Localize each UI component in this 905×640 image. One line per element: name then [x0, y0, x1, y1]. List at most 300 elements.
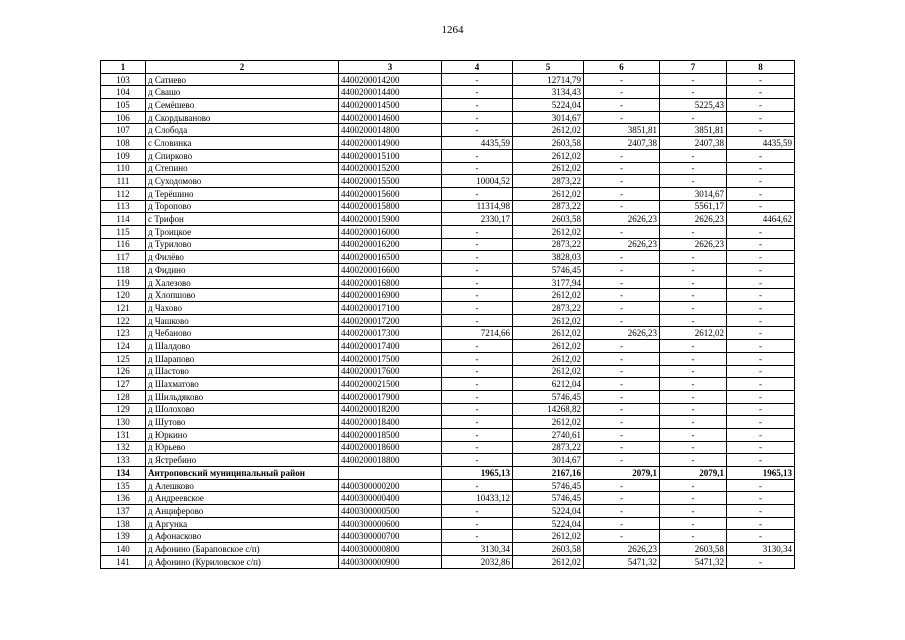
table-cell-col-4: -: [442, 251, 513, 264]
table-cell-col-3: 4400200014800: [339, 124, 442, 137]
table-cell-col-5: 2603,58: [513, 213, 584, 226]
table-cell-col-4: 3130,34: [442, 543, 513, 556]
table-cell-col-1: 118: [101, 264, 146, 277]
table-cell-col-5: 3014,67: [513, 454, 584, 467]
table-cell-col-8: -: [727, 403, 795, 416]
table-cell-col-3: 4400200015600: [339, 187, 442, 200]
table-cell-col-7: 3014,67: [660, 187, 727, 200]
table-cell-col-4: -: [442, 441, 513, 454]
table-cell-col-5: 5224,04: [513, 99, 584, 112]
column-header-1: 1: [101, 61, 146, 74]
table-cell-col-8: -: [727, 187, 795, 200]
table-cell-col-1: 124: [101, 340, 146, 353]
table-row: [101, 289, 795, 302]
table-cell-col-6: -: [584, 428, 660, 441]
table-cell-col-2: д Свашо: [146, 86, 339, 99]
table-cell-col-7: 5561,17: [660, 200, 727, 213]
table-cell-col-4: -: [442, 264, 513, 277]
table-cell-col-6: -: [584, 454, 660, 467]
table-cell-col-1: 111: [101, 175, 146, 188]
table-cell-col-3: 4400300000200: [339, 479, 442, 492]
table-cell-col-4: 1965,13: [442, 467, 513, 480]
table-cell-col-6: -: [584, 492, 660, 505]
table-cell-col-6: -: [584, 441, 660, 454]
table-cell-col-4: -: [442, 479, 513, 492]
table-cell-col-5: 2873,22: [513, 441, 584, 454]
table-cell-col-8: -: [727, 479, 795, 492]
table-cell-col-3: 4400200017600: [339, 365, 442, 378]
table-cell-col-7: -: [660, 416, 727, 429]
table-cell-col-7: -: [660, 492, 727, 505]
table-cell-col-8: -: [727, 505, 795, 518]
table-cell-col-7: 2612,02: [660, 327, 727, 340]
table-cell-col-6: -: [584, 276, 660, 289]
table-cell-col-5: 2612,02: [513, 530, 584, 543]
table-cell-col-3: 4400200016800: [339, 276, 442, 289]
table-cell-col-6: 2626,23: [584, 238, 660, 251]
table-cell-col-4: -: [442, 124, 513, 137]
table-cell-col-7: -: [660, 86, 727, 99]
table-cell-col-7: -: [660, 441, 727, 454]
table-cell-col-4: -: [442, 86, 513, 99]
table-cell-col-7: -: [660, 517, 727, 530]
table-cell-col-7: -: [660, 403, 727, 416]
table-cell-col-4: -: [442, 340, 513, 353]
table-cell-col-3: 4400300000700: [339, 530, 442, 543]
table-cell-col-3: [339, 467, 442, 480]
table-cell-col-7: -: [660, 352, 727, 365]
table-cell-col-1: 130: [101, 416, 146, 429]
table-cell-col-2: д Шильдяково: [146, 390, 339, 403]
table-cell-col-1: 120: [101, 289, 146, 302]
table-cell-col-4: -: [442, 517, 513, 530]
table-cell-col-1: 121: [101, 302, 146, 315]
table-cell-col-1: 113: [101, 200, 146, 213]
table-cell-col-8: -: [727, 175, 795, 188]
table-cell-col-5: 2873,22: [513, 302, 584, 315]
table-cell-col-1: 138: [101, 517, 146, 530]
table-cell-col-2: д Спирково: [146, 149, 339, 162]
table-cell-col-2: д Терёшино: [146, 187, 339, 200]
table-cell-col-5: 5746,45: [513, 479, 584, 492]
table-cell-col-5: 2612,02: [513, 352, 584, 365]
table-cell-col-5: 6212,04: [513, 378, 584, 391]
table-cell-col-8: -: [727, 200, 795, 213]
table-cell-col-6: -: [584, 403, 660, 416]
table-cell-col-1: 131: [101, 428, 146, 441]
column-header-4: 4: [442, 61, 513, 74]
table-cell-col-6: 3851,81: [584, 124, 660, 137]
table-cell-col-5: 12714,79: [513, 73, 584, 86]
table-row: [101, 530, 795, 543]
table-cell-col-1: 110: [101, 162, 146, 175]
table-cell-col-3: 4400200018500: [339, 428, 442, 441]
table-cell-col-1: 140: [101, 543, 146, 556]
table-cell-col-2: д Фидино: [146, 264, 339, 277]
table-row: [101, 403, 795, 416]
table-cell-col-6: -: [584, 365, 660, 378]
table-row: [101, 365, 795, 378]
table-cell-col-6: -: [584, 99, 660, 112]
table-cell-col-2: д Шолохово: [146, 403, 339, 416]
table-cell-col-2: д Суходомово: [146, 175, 339, 188]
table-row: [101, 187, 795, 200]
table-cell-col-1: 109: [101, 149, 146, 162]
table-cell-col-4: -: [442, 187, 513, 200]
table-cell-col-5: 5746,45: [513, 492, 584, 505]
table-header-row: [101, 61, 795, 74]
table-row: [101, 428, 795, 441]
table-cell-col-2: д Шутово: [146, 416, 339, 429]
table-cell-col-7: -: [660, 530, 727, 543]
table-cell-col-3: 4400200017900: [339, 390, 442, 403]
table-cell-col-7: -: [660, 340, 727, 353]
data-table: [100, 60, 795, 569]
table-cell-col-1: 106: [101, 111, 146, 124]
table-row: [101, 479, 795, 492]
table-cell-col-8: -: [727, 289, 795, 302]
column-header-5: 5: [513, 61, 584, 74]
table-cell-col-8: -: [727, 264, 795, 277]
table-cell-col-7: -: [660, 276, 727, 289]
table-cell-col-4: -: [442, 225, 513, 238]
table-cell-col-5: 2612,02: [513, 225, 584, 238]
table-cell-col-5: 2603,58: [513, 137, 584, 150]
table-cell-col-3: 4400200015900: [339, 213, 442, 226]
table-cell-col-5: 5224,04: [513, 505, 584, 518]
column-header-7: 7: [660, 61, 727, 74]
table-cell-col-8: -: [727, 225, 795, 238]
table-cell-col-4: 2330,17: [442, 213, 513, 226]
table-cell-col-6: 2079,1: [584, 467, 660, 480]
table-row: [101, 251, 795, 264]
table-cell-col-6: -: [584, 289, 660, 302]
table-cell-col-6: -: [584, 517, 660, 530]
table-cell-col-1: 133: [101, 454, 146, 467]
table-cell-col-8: -: [727, 124, 795, 137]
column-header-2: 2: [146, 61, 339, 74]
table-cell-col-2: д Андреевское: [146, 492, 339, 505]
table-cell-col-4: -: [442, 454, 513, 467]
table-cell-col-1: 135: [101, 479, 146, 492]
table-cell-col-4: -: [442, 111, 513, 124]
table-row: [101, 543, 795, 556]
table-row: [101, 276, 795, 289]
table-cell-col-1: 117: [101, 251, 146, 264]
table-cell-col-3: 4400200014500: [339, 99, 442, 112]
table-row: [101, 238, 795, 251]
table-cell-col-5: 2612,02: [513, 162, 584, 175]
table-cell-col-5: 2612,02: [513, 187, 584, 200]
table-cell-col-7: 5471,32: [660, 555, 727, 568]
table-cell-col-8: -: [727, 492, 795, 505]
table-cell-col-3: 4400200016500: [339, 251, 442, 264]
table-cell-col-1: 119: [101, 276, 146, 289]
table-cell-col-4: -: [442, 99, 513, 112]
table-cell-col-6: -: [584, 505, 660, 518]
table-cell-col-5: 2740,61: [513, 428, 584, 441]
table-row: [101, 124, 795, 137]
table-cell-col-8: -: [727, 416, 795, 429]
table-cell-col-5: 2612,02: [513, 289, 584, 302]
table-cell-col-6: -: [584, 390, 660, 403]
table-cell-col-2: д Семёшево: [146, 99, 339, 112]
table-cell-col-5: 14268,82: [513, 403, 584, 416]
table-cell-col-3: 4400200015100: [339, 149, 442, 162]
table-cell-col-3: 4400200017200: [339, 314, 442, 327]
table-cell-col-6: -: [584, 187, 660, 200]
table-cell-col-4: -: [442, 530, 513, 543]
table-cell-col-6: -: [584, 162, 660, 175]
table-cell-col-3: 4400200021500: [339, 378, 442, 391]
table-cell-col-8: -: [727, 555, 795, 568]
table-cell-col-7: 2603,58: [660, 543, 727, 556]
table-row: [101, 340, 795, 353]
table-cell-col-8: -: [727, 441, 795, 454]
table-cell-col-2: д Филёво: [146, 251, 339, 264]
table-cell-col-5: 2873,22: [513, 200, 584, 213]
table-cell-col-1: 108: [101, 137, 146, 150]
table-cell-col-2: д Алешково: [146, 479, 339, 492]
table-cell-col-6: 2407,38: [584, 137, 660, 150]
table-cell-col-8: -: [727, 149, 795, 162]
table-cell-col-1: 103: [101, 73, 146, 86]
table-cell-col-2: д Анциферово: [146, 505, 339, 518]
table-cell-col-4: 7214,66: [442, 327, 513, 340]
table-cell-col-6: -: [584, 314, 660, 327]
table-cell-col-4: -: [442, 289, 513, 302]
table-cell-col-8: -: [727, 365, 795, 378]
table-cell-col-1: 134: [101, 467, 146, 480]
table-cell-col-3: 4400200015500: [339, 175, 442, 188]
table-cell-col-7: 2626,23: [660, 238, 727, 251]
table-cell-col-2: д Слобода: [146, 124, 339, 137]
table-cell-col-8: -: [727, 111, 795, 124]
table-cell-col-5: 2612,02: [513, 327, 584, 340]
table-cell-col-1: 112: [101, 187, 146, 200]
table-cell-col-8: -: [727, 238, 795, 251]
table-cell-col-5: 2612,02: [513, 314, 584, 327]
page-number: 1264: [441, 24, 464, 36]
table-cell-col-6: -: [584, 200, 660, 213]
table-cell-col-2: д Афонасково: [146, 530, 339, 543]
table-cell-col-4: -: [442, 162, 513, 175]
table-cell-col-8: -: [727, 314, 795, 327]
table-cell-col-2: Антроповский муниципальный район: [146, 467, 339, 480]
table-cell-col-4: -: [442, 505, 513, 518]
table-cell-col-2: д Степино: [146, 162, 339, 175]
table-cell-col-4: 4435,59: [442, 137, 513, 150]
table-cell-col-5: 2612,02: [513, 555, 584, 568]
table-cell-col-7: -: [660, 289, 727, 302]
table-cell-col-5: 3014,67: [513, 111, 584, 124]
table-cell-col-5: 2612,02: [513, 416, 584, 429]
table-cell-col-8: -: [727, 352, 795, 365]
table-cell-col-8: -: [727, 73, 795, 86]
table-cell-col-3: 4400300000400: [339, 492, 442, 505]
table-cell-col-7: -: [660, 454, 727, 467]
table-cell-col-3: 4400200017300: [339, 327, 442, 340]
table-cell-col-8: 4464,62: [727, 213, 795, 226]
table-cell-col-6: -: [584, 86, 660, 99]
table-cell-col-8: -: [727, 302, 795, 315]
table-row: [101, 99, 795, 112]
table-cell-col-3: 4400200016600: [339, 264, 442, 277]
table-cell-col-2: д Афонино (Бараповское с/п): [146, 543, 339, 556]
table-row: [101, 390, 795, 403]
table-cell-col-3: 4400200016000: [339, 225, 442, 238]
table-cell-col-2: д Чашково: [146, 314, 339, 327]
table-cell-col-4: -: [442, 428, 513, 441]
table-cell-col-4: -: [442, 403, 513, 416]
table-cell-col-7: 2626,23: [660, 213, 727, 226]
table-cell-col-6: 5471,32: [584, 555, 660, 568]
table-cell-col-1: 104: [101, 86, 146, 99]
table-cell-col-2: д Чебаново: [146, 327, 339, 340]
table-cell-col-2: д Ястребино: [146, 454, 339, 467]
table-cell-col-3: 4400200017400: [339, 340, 442, 353]
table-cell-col-2: д Шарапово: [146, 352, 339, 365]
table-cell-col-4: -: [442, 314, 513, 327]
table-cell-col-5: 2873,22: [513, 175, 584, 188]
table-cell-col-1: 122: [101, 314, 146, 327]
table-cell-col-3: 4400200014600: [339, 111, 442, 124]
table-cell-col-7: -: [660, 505, 727, 518]
table-cell-col-7: 2079,1: [660, 467, 727, 480]
table-cell-col-7: -: [660, 225, 727, 238]
table-cell-col-6: -: [584, 225, 660, 238]
table-cell-col-7: 3851,81: [660, 124, 727, 137]
table-row: [101, 517, 795, 530]
table-cell-col-3: 4400300000800: [339, 543, 442, 556]
table-cell-col-2: д Турилово: [146, 238, 339, 251]
table-cell-col-5: 2873,22: [513, 238, 584, 251]
table-cell-col-4: -: [442, 378, 513, 391]
table-cell-col-6: 2626,23: [584, 327, 660, 340]
table-cell-col-4: -: [442, 365, 513, 378]
table-row: [101, 352, 795, 365]
table-cell-col-7: -: [660, 365, 727, 378]
table-cell-col-5: 2612,02: [513, 124, 584, 137]
table-cell-col-4: -: [442, 352, 513, 365]
table-cell-col-8: -: [727, 86, 795, 99]
table-row: [101, 213, 795, 226]
table-cell-col-1: 114: [101, 213, 146, 226]
table-cell-col-4: 11314,98: [442, 200, 513, 213]
table-cell-col-4: 10433,12: [442, 492, 513, 505]
table-row: [101, 416, 795, 429]
table-row: [101, 73, 795, 86]
table-cell-col-5: 3177,94: [513, 276, 584, 289]
table-cell-col-1: 137: [101, 505, 146, 518]
table-cell-col-3: 4400300000500: [339, 505, 442, 518]
table-cell-col-5: 2167,16: [513, 467, 584, 480]
table-cell-col-3: 4400200017500: [339, 352, 442, 365]
table-cell-col-8: -: [727, 99, 795, 112]
table-cell-col-2: д Сатиево: [146, 73, 339, 86]
table-cell-col-4: -: [442, 390, 513, 403]
column-header-6: 6: [584, 61, 660, 74]
table-cell-col-6: -: [584, 175, 660, 188]
table-cell-col-3: 4400300000600: [339, 517, 442, 530]
table-cell-col-8: -: [727, 390, 795, 403]
table-cell-col-6: -: [584, 111, 660, 124]
table-row: [101, 454, 795, 467]
table-cell-col-2: д Чахово: [146, 302, 339, 315]
table-cell-col-8: -: [727, 162, 795, 175]
table-cell-col-5: 5224,04: [513, 517, 584, 530]
table-cell-col-2: с Трифон: [146, 213, 339, 226]
table-cell-col-6: 2626,23: [584, 213, 660, 226]
table-cell-col-1: 132: [101, 441, 146, 454]
table-row: [101, 137, 795, 150]
table-cell-col-3: 4400200018400: [339, 416, 442, 429]
table-cell-col-6: -: [584, 416, 660, 429]
table-row: [101, 378, 795, 391]
column-header-8: 8: [727, 61, 795, 74]
table-cell-col-7: -: [660, 73, 727, 86]
table-cell-col-8: -: [727, 454, 795, 467]
table-cell-col-2: д Троицкое: [146, 225, 339, 238]
table-cell-col-7: -: [660, 428, 727, 441]
table-cell-col-6: -: [584, 264, 660, 277]
table-cell-col-8: -: [727, 276, 795, 289]
table-row: [101, 86, 795, 99]
table-cell-col-6: -: [584, 302, 660, 315]
table-cell-col-2: д Юрьево: [146, 441, 339, 454]
table-cell-col-3: 4400200018200: [339, 403, 442, 416]
table-cell-col-1: 115: [101, 225, 146, 238]
table-cell-col-1: 128: [101, 390, 146, 403]
table-body: [101, 73, 795, 568]
table-cell-col-2: д Шахматово: [146, 378, 339, 391]
table-row: [101, 314, 795, 327]
table-cell-col-2: д Халезово: [146, 276, 339, 289]
table-cell-col-2: д Хлопшово: [146, 289, 339, 302]
table-cell-col-5: 2612,02: [513, 149, 584, 162]
table-cell-col-8: -: [727, 340, 795, 353]
table-cell-col-3: 4400200015200: [339, 162, 442, 175]
table-cell-col-7: -: [660, 264, 727, 277]
table-cell-col-5: 2612,02: [513, 365, 584, 378]
table-cell-col-7: -: [660, 314, 727, 327]
table-cell-col-1: 123: [101, 327, 146, 340]
table-cell-col-2: д Юркино: [146, 428, 339, 441]
table-cell-col-7: -: [660, 149, 727, 162]
table-cell-col-4: -: [442, 238, 513, 251]
table-cell-col-5: 3828,03: [513, 251, 584, 264]
table-cell-col-2: д Шастово: [146, 365, 339, 378]
table-cell-col-1: 127: [101, 378, 146, 391]
table-cell-col-7: -: [660, 111, 727, 124]
table-cell-col-4: 10004,52: [442, 175, 513, 188]
table-cell-col-8: -: [727, 517, 795, 530]
table-cell-col-1: 136: [101, 492, 146, 505]
table-cell-col-3: 4400200014200: [339, 73, 442, 86]
table-cell-col-2: д Шалдово: [146, 340, 339, 353]
table-cell-col-2: д Афонино (Куриловское с/п): [146, 555, 339, 568]
table-row: [101, 555, 795, 568]
table-cell-col-5: 3134,43: [513, 86, 584, 99]
table-cell-col-7: -: [660, 175, 727, 188]
table-cell-col-2: д Аргунка: [146, 517, 339, 530]
table-cell-col-5: 5746,45: [513, 390, 584, 403]
table-cell-col-8: -: [727, 251, 795, 264]
table-cell-col-1: 126: [101, 365, 146, 378]
table-cell-col-3: 4400200016900: [339, 289, 442, 302]
table-row: [101, 175, 795, 188]
table-cell-col-3: 4400200018600: [339, 441, 442, 454]
